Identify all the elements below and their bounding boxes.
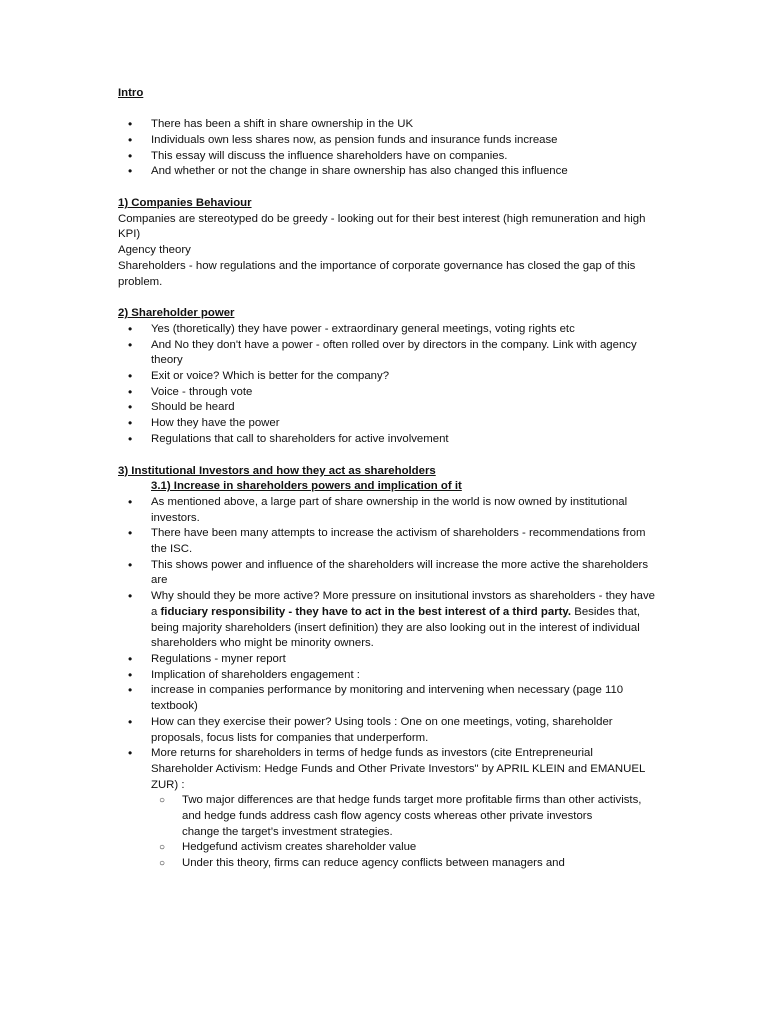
intro-list bbox=[118, 117, 658, 180]
fiduciary-pre: Why should they be more active? More pressure on insitutional invstors as shareholders - they have a bbox=[151, 590, 655, 618]
sub-list-item bbox=[118, 793, 658, 840]
list-item: • As mentioned above, a large part of share ownership in the world is now owned by institutional investors. bbox=[118, 495, 658, 526]
list-item: • Should be heard bbox=[118, 400, 658, 416]
section1-line: Agency theory bbox=[118, 244, 191, 257]
fiduciary-bold: fiduciary responsibility - they have to act in the best interest of a third party. bbox=[160, 605, 572, 618]
document-body bbox=[118, 86, 658, 872]
list-item: • Voice - through vote bbox=[118, 385, 658, 401]
sub-list-continuation: change the target’s investment strategies. bbox=[182, 825, 393, 838]
list-item: • There has been a shift in share ownership in the UK bbox=[118, 117, 658, 133]
section3-subheading: 3.1) Increase in shareholders powers and implication of it bbox=[151, 480, 462, 493]
section3-heading: 3) Institutional Investors and how they act as shareholders bbox=[118, 464, 436, 477]
section2-list bbox=[118, 322, 658, 448]
list-item: • How they have the power bbox=[118, 416, 658, 432]
sub-list-text: ○ Two major differences are that hedge funds target more profitable firms than other activists, bbox=[182, 794, 642, 807]
list-item: • Exit or voice? Which is better for the company? bbox=[118, 369, 658, 385]
list-item: • And No they don't have a power - often rolled over by directors in the company. Link with agency theory bbox=[118, 338, 658, 369]
section1-heading: 1) Companies Behaviour bbox=[118, 197, 252, 210]
list-item: • There have been many attempts to increase the activism of shareholders - recommendations from the ISC. bbox=[118, 526, 658, 557]
list-item: • This shows power and influence of the shareholders will increase the more active the shareholders are bbox=[118, 558, 658, 589]
list-item: • Implication of shareholders engagement : bbox=[118, 668, 658, 684]
list-item: • Yes (thoretically) they have power - extraordinary general meetings, voting rights etc bbox=[118, 322, 658, 338]
list-item: • More returns for shareholders in terms of hedge funds as investors (cite Entrepreneurial Shareholder Activism: Hedge Funds and Other Private Investors" by APRIL KLEIN and EMANUEL ZUR) : bbox=[118, 746, 658, 793]
section2-heading: 2) Shareholder power bbox=[118, 307, 235, 320]
sub-list-item: ○ Hedgefund activism creates shareholder value bbox=[118, 840, 658, 856]
section1-line: Shareholders - how regulations and the importance of corporate governance has closed the gap of this problem. bbox=[118, 259, 636, 288]
list-item: • How can they exercise their power? Using tools : One on one meetings, voting, shareholder proposals, focus lists for companies that underperform. bbox=[118, 715, 658, 746]
list-item: • Regulations that call to shareholders for active involvement bbox=[118, 432, 658, 448]
section1-line: Companies are stereotyped do be greedy - looking out for their best interest (high remuneration and high KPI) bbox=[118, 212, 646, 241]
list-item: • Individuals own less shares now, as pension funds and insurance funds increase bbox=[118, 133, 658, 149]
fiduciary-post: Besides that, being majority shareholders (insert definition) they are also looking out in the interest of individual shareholders who might be minority owners. bbox=[151, 605, 641, 650]
list-item: • Regulations - myner report bbox=[118, 652, 658, 668]
list-item: • increase in companies performance by monitoring and intervening when necessary (page 110 textbook) bbox=[118, 683, 658, 714]
sub-list-item: ○ Under this theory, firms can reduce agency conflicts between managers and bbox=[118, 856, 658, 872]
list-item: • And whether or not the change in share ownership has also changed this influence bbox=[118, 164, 658, 180]
sub-list-continuation: and hedge funds address cash flow agency costs whereas other private investors bbox=[182, 810, 593, 823]
intro-heading: Intro bbox=[118, 87, 144, 99]
list-item-fiduciary bbox=[118, 589, 658, 652]
section3-sublist bbox=[118, 793, 658, 872]
list-item: • This essay will discuss the influence shareholders have on companies. bbox=[118, 149, 658, 165]
section3-list bbox=[118, 495, 658, 793]
